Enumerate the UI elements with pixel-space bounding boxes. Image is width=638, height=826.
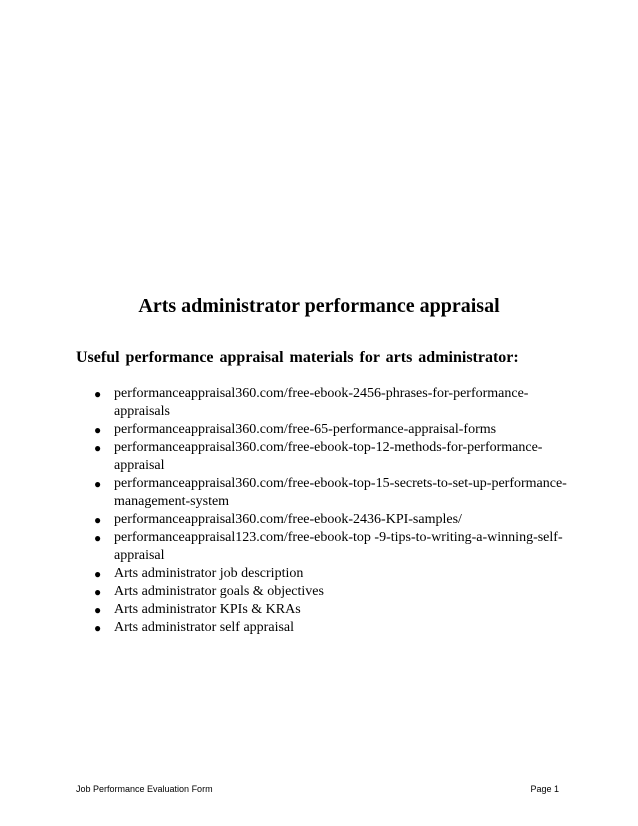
bullet-icon: ● (94, 621, 102, 635)
bullet-icon: ● (94, 423, 102, 437)
bullet-icon: ● (94, 531, 102, 545)
bullet-icon: ● (94, 603, 102, 617)
list-item-text[interactable]: Arts administrator KPIs & KRAs (114, 602, 301, 617)
list-item-text[interactable]: Arts administrator goals & objectives (114, 584, 324, 599)
list-item[interactable] (0, 619, 569, 637)
list-item[interactable] (0, 439, 569, 475)
list-item[interactable] (0, 385, 569, 421)
list-item-text[interactable]: Arts administrator self appraisal (114, 620, 295, 635)
list-item-text[interactable]: performanceappraisal123.com/free-ebook-top -9-tips-to-writing-a-winning-self-appraisal (114, 530, 563, 563)
list-item[interactable] (0, 529, 569, 565)
bullet-icon: ● (94, 477, 102, 491)
section-heading: Useful performance appraisal materials for arts administrator: (76, 349, 519, 366)
bullet-icon: ● (94, 513, 102, 527)
list-item-text[interactable]: performanceappraisal360.com/free-ebook-2456-phrases-for-performance-appraisals (114, 386, 529, 419)
bullet-icon: ● (94, 585, 102, 599)
list-item-text[interactable]: performanceappraisal360.com/free-ebook-2436-KPI-samples/ (114, 512, 462, 527)
footer-page-number: Page 1 (530, 784, 559, 794)
bullet-icon: ● (94, 387, 102, 401)
list-item[interactable] (0, 511, 569, 529)
list-item[interactable] (0, 475, 569, 511)
footer-form-name: Job Performance Evaluation Form (76, 784, 213, 794)
list-item[interactable] (0, 583, 569, 601)
list-item-text[interactable]: performanceappraisal360.com/free-ebook-top-15-secrets-to-set-up-performance-management-system (114, 476, 567, 509)
list-item-text[interactable]: performanceappraisal360.com/free-ebook-top-12-methods-for-performance-appraisal (114, 440, 543, 473)
bullet-icon: ● (94, 441, 102, 455)
list-item-text[interactable]: Arts administrator job description (114, 566, 304, 581)
list-item[interactable] (0, 601, 569, 619)
list-item[interactable] (0, 565, 569, 583)
list-item-text[interactable]: performanceappraisal360.com/free-65-performance-appraisal-forms (114, 422, 497, 437)
resource-list (0, 385, 569, 637)
bullet-icon: ● (94, 567, 102, 581)
page-title: Arts administrator performance appraisal (138, 295, 500, 317)
list-item[interactable] (0, 421, 569, 439)
